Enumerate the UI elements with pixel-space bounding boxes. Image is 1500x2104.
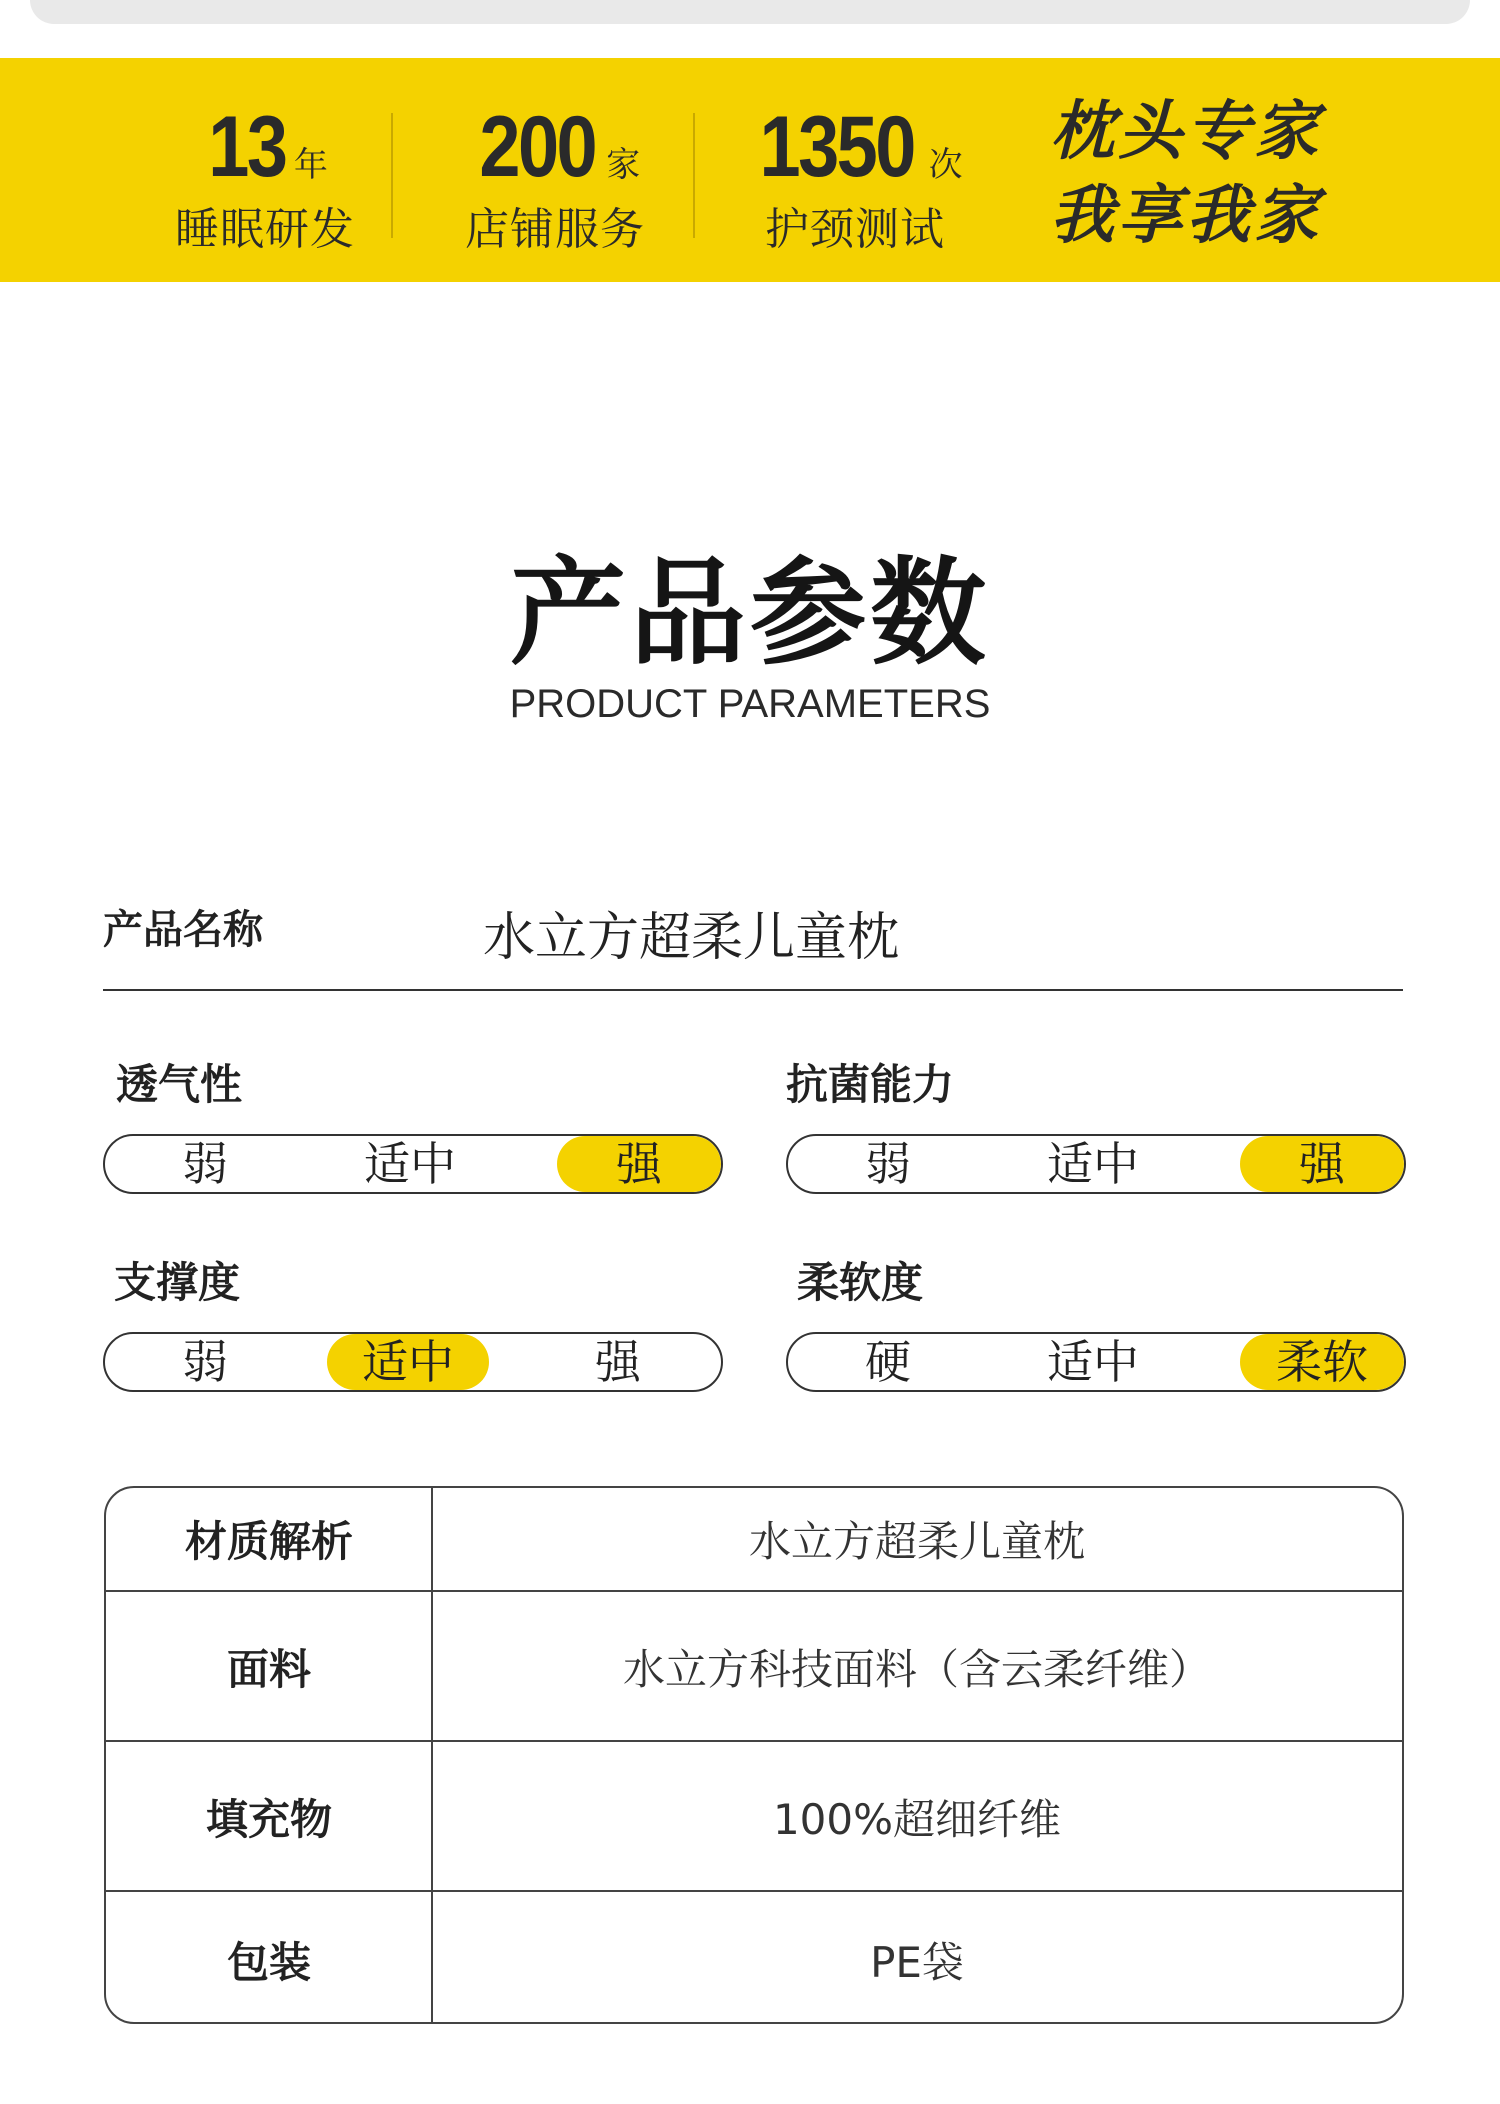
stat-years-unit: 年 (293, 145, 328, 185)
stat-divider (391, 113, 393, 238)
product-name-label: 产品名称 (103, 907, 263, 953)
rating-support-title: 支撑度 (114, 1258, 241, 1307)
top-rounded-strip (30, 0, 1470, 24)
rating-option-selected: 强 (1240, 1136, 1404, 1192)
spec-row-material (106, 1488, 1402, 1590)
rating-support-scale (103, 1332, 723, 1392)
rating-option: 强 (595, 1335, 641, 1389)
spec-value: 100%超细纤维 (772, 1795, 1062, 1844)
spec-label: 填充物 (205, 1795, 332, 1844)
section-subtitle: PRODUCT PARAMETERS (509, 682, 991, 726)
stat-years (150, 98, 380, 257)
stat-stores-number: 200 (479, 99, 595, 195)
rating-option: 适中 (1047, 1335, 1139, 1389)
spec-value: 水立方超柔儿童枕 (748, 1517, 1085, 1566)
spec-row-filling (106, 1740, 1402, 1892)
slogan-line-1: 枕头专家 (1050, 95, 1322, 169)
spec-value: PE袋 (870, 1938, 964, 1987)
rating-antibacterial-scale (786, 1134, 1406, 1194)
rating-option-selected: 柔软 (1240, 1334, 1404, 1390)
stat-years-label: 睡眠研发 (175, 204, 355, 255)
stats-banner (0, 58, 1500, 282)
rating-softness-title: 柔软度 (797, 1258, 924, 1307)
rating-option: 适中 (364, 1137, 456, 1191)
rating-option-selected: 强 (557, 1136, 721, 1192)
rating-breathability-scale (103, 1134, 723, 1194)
spec-row-fabric (106, 1590, 1402, 1742)
stat-stores-label: 店铺服务 (465, 204, 645, 255)
stat-tests-number: 1350 (759, 99, 915, 195)
stat-tests-label: 护颈测试 (765, 204, 945, 255)
spec-label: 面料 (226, 1645, 311, 1694)
rating-option: 硬 (865, 1335, 911, 1389)
spec-row-packaging (106, 1890, 1402, 2024)
stat-tests-unit: 次 (928, 145, 963, 185)
product-name-value: 水立方超柔儿童枕 (483, 908, 900, 968)
stat-tests (730, 98, 980, 257)
rating-option: 弱 (182, 1335, 228, 1389)
rating-breathability-title: 透气性 (116, 1060, 243, 1109)
spec-table (104, 1486, 1404, 2024)
product-name-divider (103, 989, 1403, 991)
rating-softness-scale (786, 1332, 1406, 1392)
stat-stores-unit: 家 (606, 145, 641, 185)
spec-value: 水立方科技面料（含云柔纤维） (622, 1645, 1211, 1694)
section-title: 产品参数 (510, 546, 990, 681)
brand-slogan (1050, 90, 1322, 258)
rating-option: 适中 (1047, 1137, 1139, 1191)
rating-option: 弱 (865, 1137, 911, 1191)
stat-years-number: 13 (208, 99, 286, 195)
spec-label: 包装 (226, 1938, 311, 1987)
stat-stores (440, 98, 670, 257)
rating-option-selected: 适中 (327, 1334, 489, 1390)
slogan-line-2: 我享我家 (1050, 179, 1322, 253)
rating-antibacterial-title: 抗菌能力 (786, 1060, 955, 1109)
spec-label: 材质解析 (184, 1517, 353, 1566)
rating-option: 弱 (182, 1137, 228, 1191)
stat-divider (693, 113, 695, 238)
